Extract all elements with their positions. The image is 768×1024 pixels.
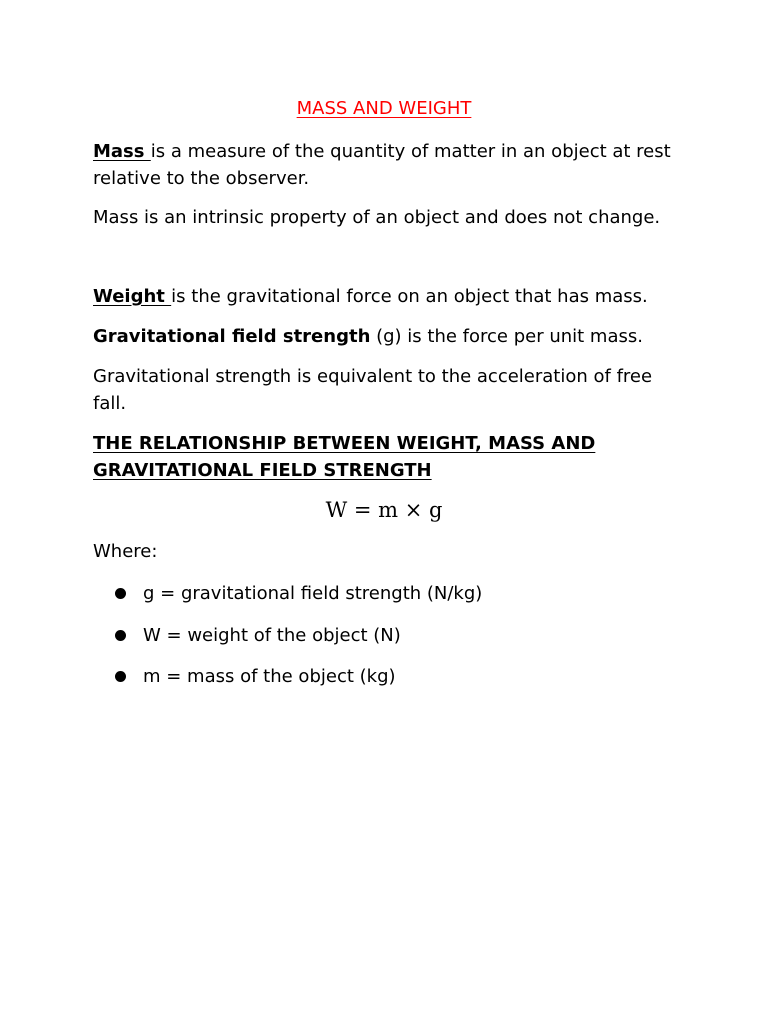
weight-formula: W = m × g [325, 498, 443, 522]
list-item [112, 663, 482, 690]
relationship-heading-line-2: GRAVITATIONAL FIELD STRENGTH [93, 460, 432, 481]
gfs-term: Gravitational field strength [93, 326, 371, 347]
weight-definition-text: is the gravitational force on an object that has mass. [171, 286, 648, 307]
gfs-definition [93, 323, 733, 350]
gfs-definition-text: (g) is the force per unit mass. [370, 326, 643, 347]
weight-term: Weight [93, 286, 172, 307]
variable-definitions-list [112, 580, 482, 705]
mass-definition [93, 138, 683, 192]
bullet-icon [115, 588, 126, 599]
relationship-heading-line-1: THE RELATIONSHIP BETWEEN WEIGHT, MASS AND [93, 433, 596, 454]
mass-property-text: Mass is an intrinsic property of an object and does not change. [93, 207, 661, 228]
definition-m: m = mass of the object (kg) [143, 666, 396, 687]
relationship-heading [93, 430, 693, 484]
definition-g: g = gravitational field strength (N/kg) [143, 583, 483, 604]
list-item [112, 580, 482, 607]
mass-term: Mass [93, 141, 151, 162]
bullet-icon [115, 630, 126, 641]
weight-definition [93, 283, 733, 310]
gravitational-strength-note: Gravitational strength is equivalent to the acceleration of free fall. [93, 366, 653, 414]
where-label: Where: [93, 541, 158, 562]
mass-definition-text: is a measure of the quantity of matter in an object at rest relative to the observer. [93, 141, 671, 189]
list-item [112, 622, 482, 649]
bullet-icon [115, 671, 126, 682]
document-title: MASS AND WEIGHT [296, 98, 472, 119]
definition-w: W = weight of the object (N) [143, 624, 401, 646]
